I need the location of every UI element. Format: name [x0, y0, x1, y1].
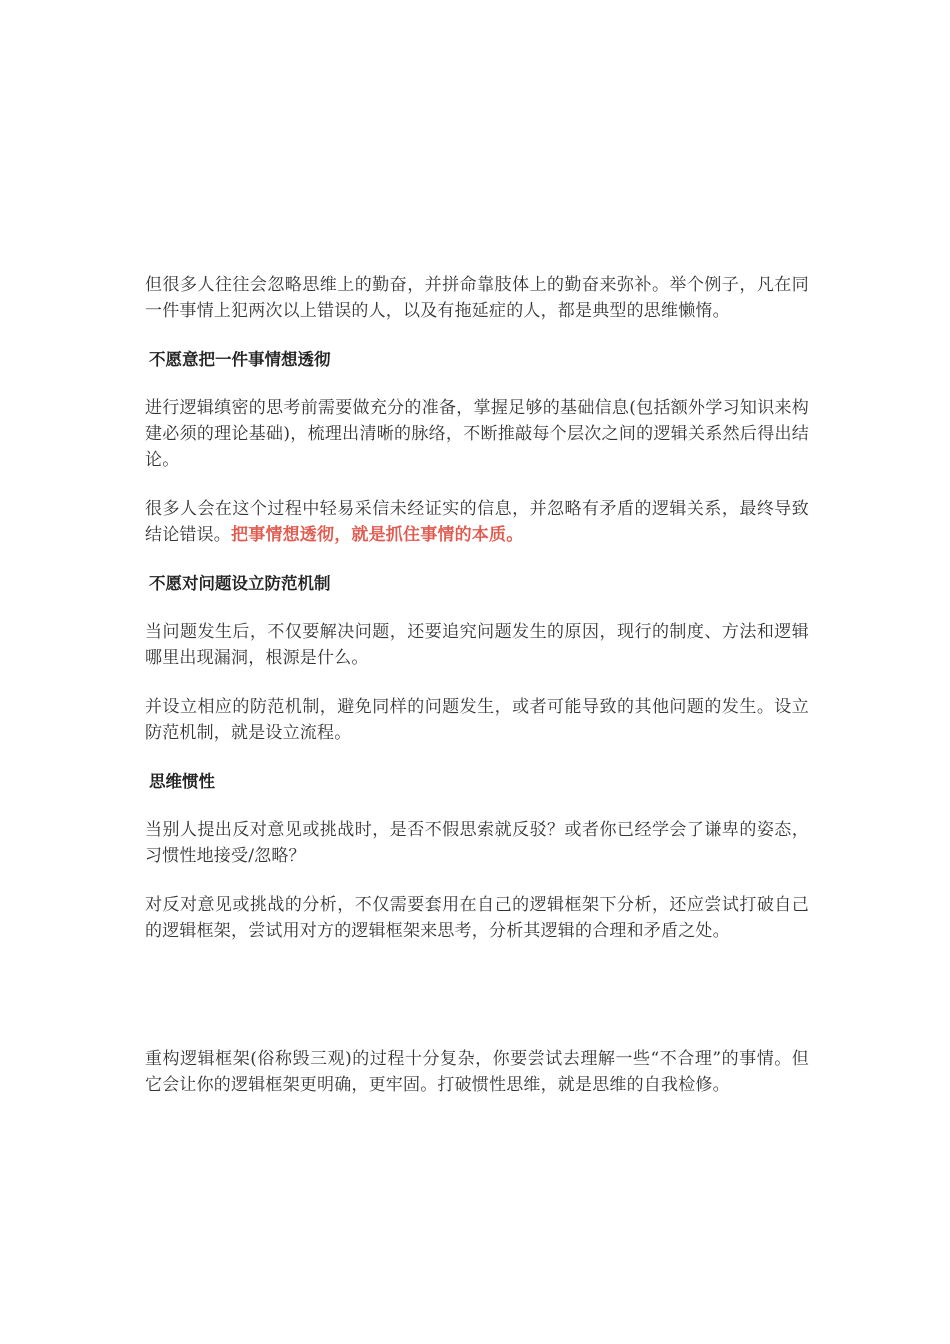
paragraph-rigorous-thinking: 进行逻辑缜密的思考前需要做充分的准备，掌握足够的基础信息(包括额外学习知识来构建必须的理论基础)，梳理出清晰的脉络，不断推敲每个层次之间的逻辑关系然后得出结论。	[145, 398, 809, 470]
paragraph-unverified-info	[145, 496, 809, 548]
paragraph-set-process: 并设立相应的防范机制，避免同样的问题发生，或者可能导致的其他问题的发生。设立防范机制，就是设立流程。	[145, 697, 809, 743]
section-heading-prevention-mechanism: 不愿对问题设立防范机制	[149, 574, 331, 593]
paragraph-unverified-info-text: 很多人会在这个过程中轻易采信未经证实的信息，并忽略有矛盾的逻辑关系，最终导致结论错误。	[145, 499, 809, 545]
article-body	[145, 272, 809, 1098]
paragraph-break-framework: 对反对意见或挑战的分析，不仅需要套用在自己的逻辑框架下分析，还应尝试打破自己的逻辑框架，尝试用对方的逻辑框架来思考，分析其逻辑的合理和矛盾之处。	[145, 895, 809, 941]
paragraph-root-cause: 当问题发生后，不仅要解决问题，还要追究问题发生的原因，现行的制度、方法和逻辑哪里出现漏洞，根源是什么。	[145, 622, 809, 668]
highlighted-key-sentence: 把事情想透彻，就是抓住事情的本质。	[231, 525, 524, 545]
paragraph-thinking-laziness: 但很多人往往会忽略思维上的勤奋，并拼命靠肢体上的勤奋来弥补。举个例子，凡在同一件事情上犯两次以上错误的人，以及有拖延症的人，都是典型的思维懒惰。	[145, 275, 809, 321]
section-heading-think-thoroughly: 不愿意把一件事情想透彻	[149, 350, 331, 369]
paragraph-rebuild-framework: 重构逻辑框架(俗称毁三观)的过程十分复杂，你要尝试去理解一些“不合理”的事情。但它会让你的逻辑框架更明确，更牢固。打破惯性思维，就是思维的自我检修。	[145, 1049, 809, 1095]
section-heading-thinking-inertia: 思维惯性	[149, 772, 215, 791]
paragraph-opposing-views: 当别人提出反对意见或挑战时，是否不假思索就反驳？或者你已经学会了谦卑的姿态，习惯性地接受/忽略？	[145, 820, 809, 866]
